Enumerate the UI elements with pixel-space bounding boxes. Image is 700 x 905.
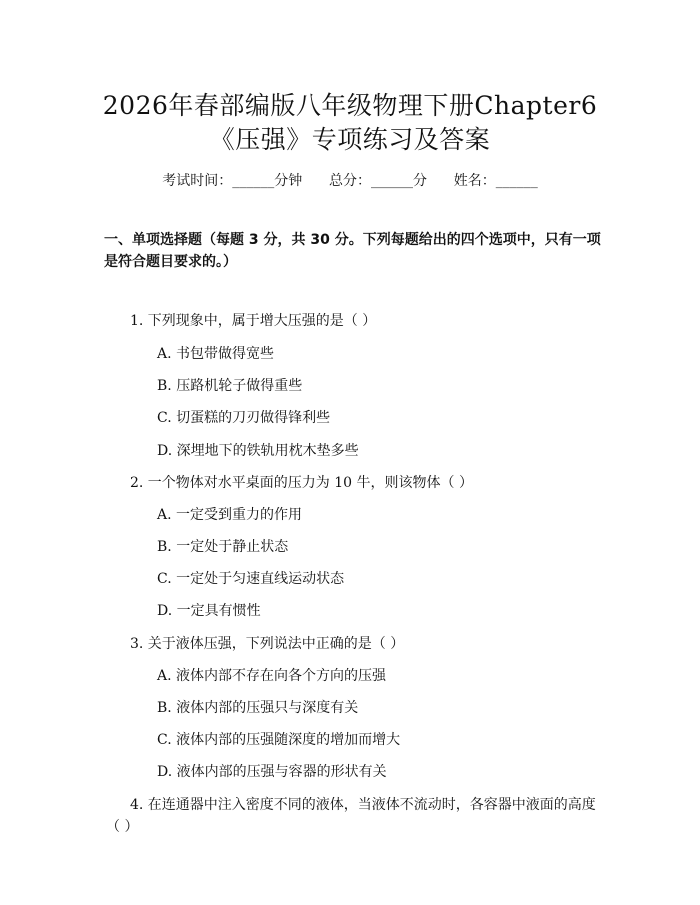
question-3: 3. 关于液体压强，下列说法中正确的是（ ） [130, 636, 405, 652]
doc-title-line1: 2026年春部编版八年级物理下册Chapter6 [102, 91, 598, 120]
question-4: 4. 在连通器中注入密度不同的液体，当液体不流动时，各容器中液面的高度（ ） [106, 797, 596, 835]
q1-option-c: C. 切蛋糕的刀刃做得锋利些 [157, 410, 331, 426]
exam-meta: 考试时间：______分钟 总分：______分 姓名：______ [162, 173, 538, 189]
q3-option-c: C. 液体内部的压强随深度的增加而增大 [157, 732, 401, 748]
question-2: 2. 一个物体对水平桌面的压力为 10 牛，则该物体（ ） [130, 475, 473, 491]
q1-option-b: B. 压路机轮子做得重些 [157, 378, 303, 394]
q2-option-c: C. 一定处于匀速直线运动状态 [157, 571, 345, 587]
q1-option-a: A. 书包带做得宽些 [157, 346, 275, 362]
doc-title-line2: 《压强》专项练习及答案 [209, 125, 491, 154]
q3-option-a: A. 液体内部不存在向各个方向的压强 [157, 668, 387, 684]
section-heading: 一、单项选择题（每题 3 分，共 30 分。下列每题给出的四个选项中，只有一项是符合题目要求的。） [104, 232, 601, 270]
q3-option-b: B. 液体内部的压强只与深度有关 [157, 700, 359, 716]
q2-option-b: B. 一定处于静止状态 [157, 539, 289, 555]
question-1: 1. 下列现象中，属于增大压强的是（ ） [130, 313, 377, 329]
q1-option-d: D. 深埋地下的铁轨用枕木垫多些 [157, 443, 359, 459]
q3-option-d: D. 液体内部的压强与容器的形状有关 [157, 764, 387, 780]
q2-option-d: D. 一定具有惯性 [157, 603, 261, 619]
q2-option-a: A. 一定受到重力的作用 [157, 507, 303, 523]
